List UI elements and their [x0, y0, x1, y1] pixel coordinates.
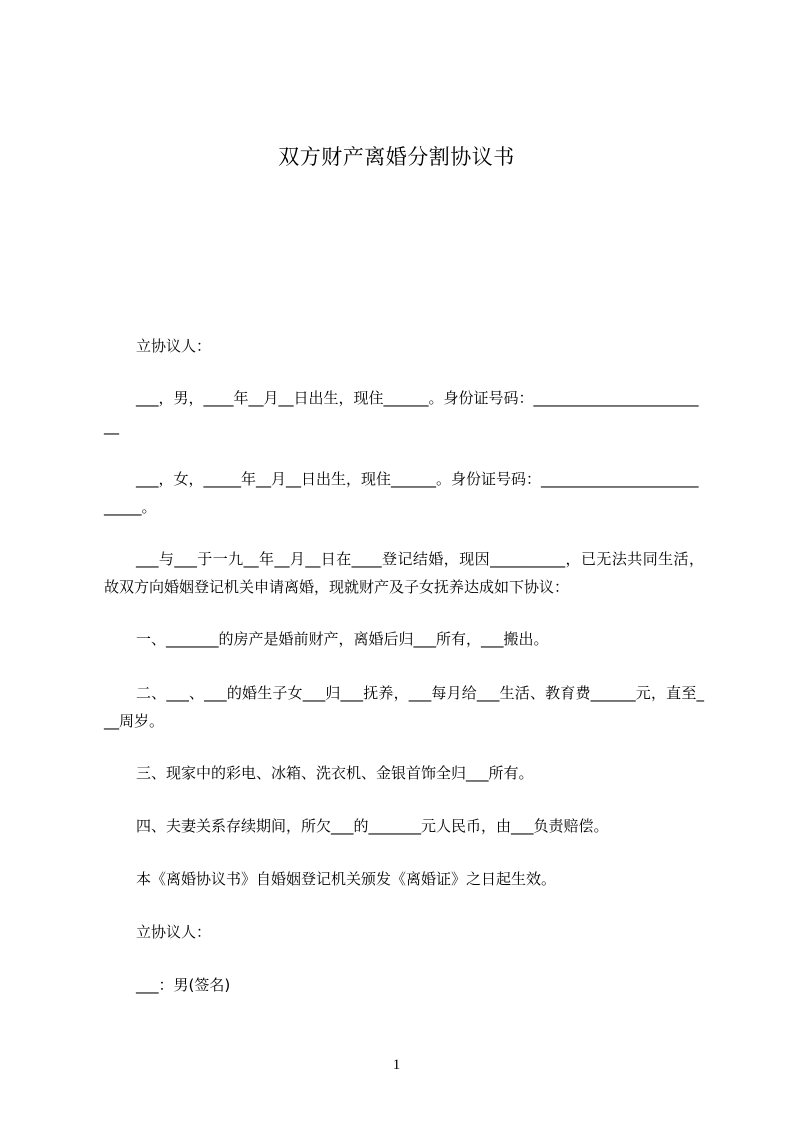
- party-female-info: ___，女，_____年__月__日出生，现住______。身份证号码：__________________________。: [104, 470, 699, 516]
- male-signature-line: ___：男(签名): [136, 976, 231, 994]
- party-signature-heading: 立协议人：: [136, 923, 212, 941]
- clause-four: 四、夫妻关系存续期间，所欠___的_______元人民币，由___负责赔偿。: [136, 817, 609, 835]
- page-number: 1: [392, 1057, 401, 1073]
- marriage-statement: ___与___于一九__年__月__日在____登记结婚，现因__________，已无法共同生活，故双方向婚姻登记机关申请离婚，现就财产及子女抚养达成如下协议：: [104, 550, 704, 596]
- effective-statement: 本《离婚协议书》自婚姻登记机关颁发《离婚证》之日起生效。: [136, 870, 557, 888]
- party-male-info: ___，男，____年__月__日出生，现住______。身份证号码：________________________: [104, 389, 699, 435]
- clause-one: 一、_______的房产是婚前财产，离婚后归___所有，___搬出。: [136, 630, 549, 648]
- clause-two: 二、___、___的婚生子女___归___抚养，___每月给___生活、教育费______元，直至___周岁。: [104, 684, 704, 730]
- document-title: 双方财产离婚分割协议书: [278, 145, 515, 169]
- party-heading: 立协议人：: [136, 337, 212, 355]
- clause-three: 三、现家中的彩电、冰箱、洗衣机、金银首饰全归___所有。: [136, 764, 534, 782]
